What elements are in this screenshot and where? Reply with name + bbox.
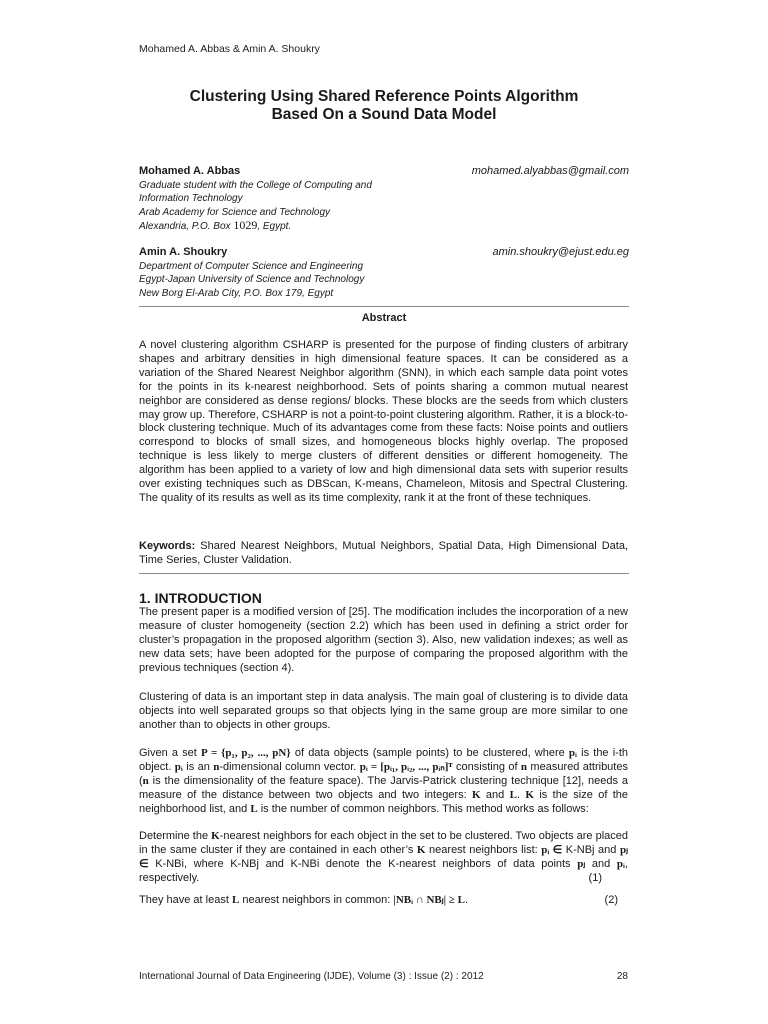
paper-title xyxy=(120,88,648,124)
author-1-affiliation-3: Arab Academy for Science and Technology xyxy=(139,206,331,218)
author-2-affiliation-1: Department of Computer Science and Engineering xyxy=(139,260,364,272)
author-1-name: Mohamed A. Abbas xyxy=(139,165,241,177)
keywords-label: Keywords: xyxy=(139,540,196,552)
abstract-top-rule xyxy=(139,306,629,307)
author-2-block xyxy=(139,246,629,300)
intro-paragraph-5: They have at least L nearest neighbors in common: |NBᵢ ∩ NBⱼ| ≥ L. (2) xyxy=(139,894,618,906)
title-line-1: Clustering Using Shared Reference Points Algorithm xyxy=(189,88,579,105)
keywords-bottom-rule xyxy=(139,573,629,574)
author-1-affiliation-2: Information Technology xyxy=(139,193,243,204)
running-head: Mohamed A. Abbas & Amin A. Shoukry xyxy=(139,43,320,55)
section-1-heading: 1. INTRODUCTION xyxy=(139,590,262,606)
equation-number-2: (2) xyxy=(604,894,618,906)
vector-notation: pᵢ = [pᵢ₁, pᵢ₂, ..., pᵢₙ]ᵀ xyxy=(359,760,453,773)
abstract-text: A novel clustering algorithm CSHARP is presented for the purpose of finding clusters of arbitrary shapes and arbitrary densities in high dimensional feature spaces. It can be considered as a variation of the Shared Nearest Neighbor algorithm (SNN), in which each sample data point votes for the points in its k-nearest neighborhood. Sets of points sharing a common mutual nearest neighbor are considered as dense regions/ blocks. These blocks are the seeds from which clusters may grow up. Therefore, CSHARP is not a point-to-point clustering algorithm. Rather, it is a block-to-block clustering technique. Much of its advantages come from these facts: Noise points and outliers correspond to blocks of small sizes, and homogeneous blocks highly overlap. The proposed technique is less likely to merge clusters of different densities or different homogeneity. The algorithm has been applied to a variety of low and high dimensional data sets with superior results over existing techniques such as DBScan, K-means, Chameleon, Mitosis and Spectral Clustering. The quality of its results as well as its time complexity, rank it at the front of these techniques. xyxy=(139,339,628,504)
journal-citation: International Journal of Data Engineering (IJDE), Volume (3) : Issue (2) : 2012 xyxy=(139,971,484,982)
common-neighbors-expression: |NBᵢ ∩ NBⱼ| ≥ L xyxy=(393,894,465,906)
author-2-affiliation-3: New Borg El-Arab City, P.O. Box 179, Egypt xyxy=(139,287,334,299)
page-number: 28 xyxy=(616,971,628,982)
author-1-affiliation-1: Graduate student with the College of Computing and xyxy=(139,179,372,191)
set-notation: P = {p₁, p₂, ..., pN} xyxy=(201,747,291,759)
intro-paragraph-2: Clustering of data is an important step in data analysis. The main goal of clustering is to divide data objects into well separated groups so that objects lying in the same group are more similar to one another than to objects in other groups. xyxy=(139,691,628,731)
intro-paragraph-3: Given a set P = {p₁, p₂, ..., pN} of data objects (sample points) to be clustered, where pᵢ is the i-th object. pᵢ is an n-dimensional column vector. pᵢ = [pᵢ₁, pᵢ₂, ..., pᵢₙ]ᵀ consisting of n measured attributes (n is the dimensionality of the feature space). The Jarvis-Patrick clustering technique [12], needs a measure of the distance between two objects and two integers: K and L. K is the size of the neighborhood list, and L is the number of common neighbors. This method works as follows: xyxy=(139,747,629,815)
title-line-2: Based On a Sound Data Model xyxy=(271,106,497,123)
intro-paragraph-4: Determine the K-nearest neighbors for each object in the set to be clustered. Two objects are placed in the same cluster if they are contained in each other’s K nearest neighbors list: pᵢ ∈ K-NBj and pⱼ ∈ K-NBi, where K-NBj and K-NBi denote the K-nearest neighbors of data points pⱼ and pᵢ, respectively. (1) xyxy=(139,830,629,884)
author-1-block xyxy=(139,165,629,234)
author-1-affiliation-4: Alexandria, P.O. Box 1029, Egypt. xyxy=(139,218,292,232)
keywords-text: Shared Nearest Neighbors, Mutual Neighbors, Spatial Data, High Dimensional Data, Time Series, Cluster Validation. xyxy=(139,540,628,566)
intro-paragraph-1: The present paper is a modified version of [25]. The modification includes the incorporation of a new measure of cluster homogeneity (section 2.2) which has been used in defining a strict order for cluster’s propagation in the proposed algorithm (section 3). Also, new validation indexes; as well as new data sets; have been adopted for the purpose of comparing the proposed algorithm with the previous techniques (section 4). xyxy=(139,606,628,674)
author-2-email[interactable]: amin.shoukry@ejust.edu.eg xyxy=(492,246,629,258)
keywords xyxy=(139,540,628,568)
author-2-affiliation-2: Egypt-Japan University of Science and Technology xyxy=(139,274,365,285)
abstract-heading: Abstract xyxy=(361,312,407,324)
page-footer xyxy=(139,971,628,982)
equation-number-1: (1) xyxy=(588,871,602,884)
author-2-name: Amin A. Shoukry xyxy=(139,246,228,258)
author-1-email[interactable]: mohamed.alyabbas@gmail.com xyxy=(471,165,629,177)
